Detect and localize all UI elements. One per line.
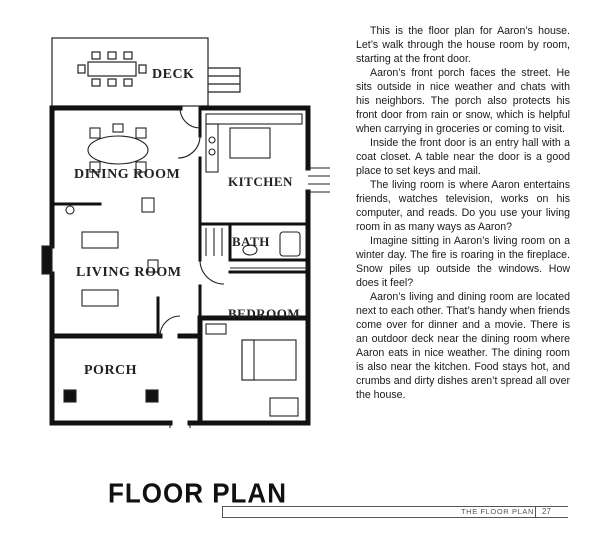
room-label-bath: BATH [232,234,270,249]
footer-divider [535,506,536,518]
room-label-dining-room: DINING ROOM [74,167,181,182]
floor-plan-drawing [30,28,350,428]
paragraph: This is the floor plan for Aaron’s house. Let’s walk through the house room by room, starting at the front door. [356,25,570,65]
page-title: FLOOR PLAN [108,477,287,509]
body-text [356,24,570,402]
room-label-bedroom: BEDROOM [228,306,301,321]
room-label-living-room: LIVING ROOM [76,265,182,280]
paragraph: The living room is where Aaron entertains friends, watches television, works on his computer, and reads. Do you use your living room in as many ways as Aaron? [356,179,570,233]
room-label-deck: DECK [152,67,195,82]
paragraph: Aaron’s front porch faces the street. He sits outside in nice weather and chats with his neighbors. The porch also protects his front door from rain or snow, which is helpful when carrying in groceries or coming to visit. [356,67,570,135]
page-number: 27 [542,507,551,516]
room-label-kitchen: KITCHEN [228,174,293,189]
paragraph: Aaron’s living and dining room are located next to each other. That’s handy when friends come over for dinner and a movie. There is an outdoor deck near the dining room where Aaron eats in nice weather. The dining room is also near the kitchen. Food stays hot, and crumbs and dirty dishes aren’t spread all over the house. [356,291,570,401]
footer-section-title: THE FLOOR PLAN [461,507,534,516]
paragraph: Imagine sitting in Aaron’s living room on a winter day. The fire is roaring in the fireplace. Snow piles up outside the windows. How does it feel? [356,235,570,289]
room-label-porch: PORCH [84,363,138,378]
paragraph: Inside the front door is an entry hall with a coat closet. A table near the door is a good place to set keys and mail. [356,137,570,177]
